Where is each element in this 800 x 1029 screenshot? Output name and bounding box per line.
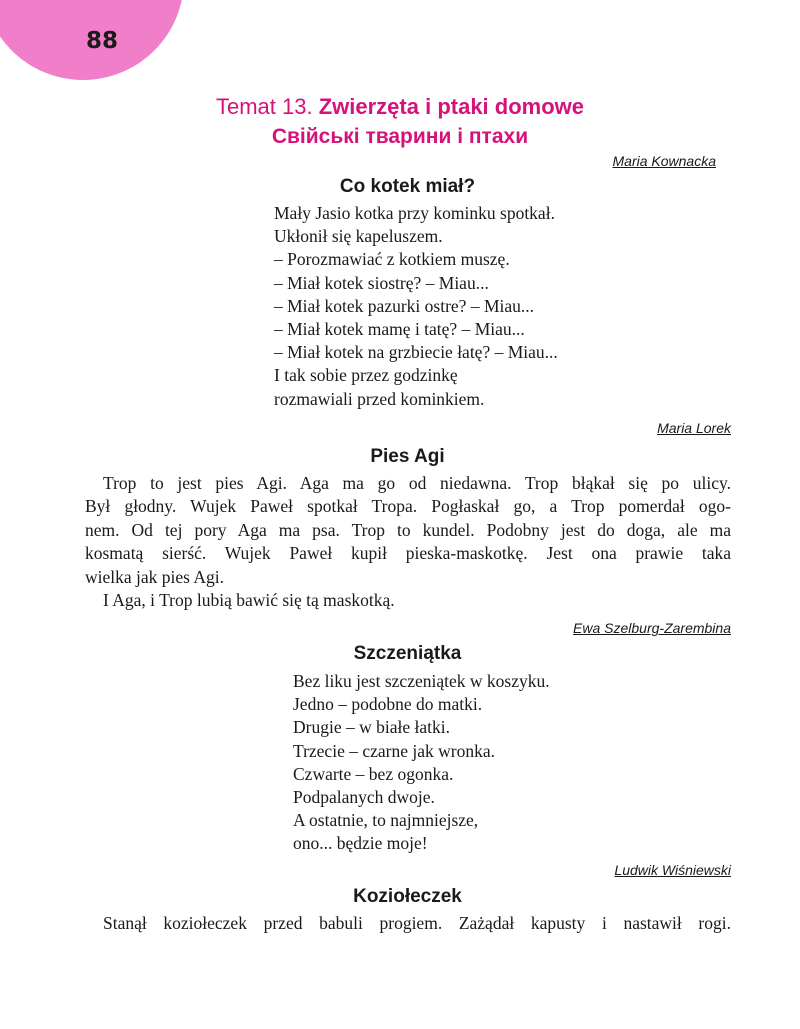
prose-koziołeczek: [85, 912, 731, 935]
poem-line: Podpalanych dwoje.: [293, 786, 435, 807]
author-szelburg-zarembina: Ewa Szelburg-Zarembina: [573, 620, 731, 636]
poem-line: ono... będzie moje!: [293, 833, 428, 854]
topic-title-pl: Zwierzęta i ptaki domowe: [318, 94, 584, 119]
title-koziołeczek: Koziołeczek: [353, 886, 462, 907]
author-kownacka: Maria Kownacka: [612, 153, 716, 169]
prose-line: Trop to jest pies Agi. Aga ma go od niedawna. Trop błąkał się po ulicy.: [103, 473, 731, 493]
topic-prefix: Temat 13.: [216, 94, 319, 119]
poem-line: Bez liku jest szczeniątek w koszyku.: [293, 671, 550, 691]
poem-line: Ukłonił się kapeluszem.: [274, 226, 443, 247]
poem-line: – Porozmawiać z kotkiem muszę.: [274, 249, 510, 270]
poem-szczeniatka: [293, 670, 550, 856]
poem-line: Trzecie – czarne jak wronka.: [293, 740, 495, 761]
author-lorek: Maria Lorek: [657, 420, 731, 436]
author-wisniewski: Ludwik Wiśniewski: [614, 862, 731, 878]
prose-line: Stanął koziołeczek przed babuli progiem. Zażądał kapusty i nastawił rogi.: [103, 913, 731, 933]
poem-line: Czwarte – bez ogonka.: [293, 763, 454, 784]
poem-line: A ostatnie, to najmniejsze,: [293, 810, 479, 831]
poem-line: – Miał kotek na grzbiecie łatę? – Miau...: [274, 342, 558, 363]
topic-title-uk: Свійські тварини і птахи: [271, 125, 529, 148]
poem-line: rozmawiali przed kominkiem.: [274, 388, 485, 409]
prose-pies-agi: [85, 472, 731, 612]
poem-co-kotek-mial: [274, 202, 558, 411]
poem-line: Drugie – w białe łatki.: [293, 717, 450, 738]
title-pies-agi: Pies Agi: [370, 446, 445, 467]
prose-line: nem. Od tej pory Aga ma psa. Trop to kundel. Podobny jest do doga, ale ma: [85, 519, 731, 540]
title-szczeniatka: Szczeniątka: [353, 643, 462, 664]
poem-line: Mały Jasio kotka przy kominku spotkał.: [274, 203, 555, 223]
title-co-kotek-mial: Co kotek miał?: [339, 176, 476, 197]
poem-line: – Miał kotek siostrę? – Miau...: [274, 272, 489, 293]
poem-line: I tak sobie przez godzinkę: [274, 365, 458, 386]
prose-line: I Aga, i Trop lubią bawić się tą maskotką.: [103, 589, 395, 610]
prose-line: wielka jak pies Agi.: [85, 566, 225, 587]
prose-line: Był głodny. Wujek Paweł spotkał Tropa. Pogłaskał go, a Trop pomerdał ogo-: [85, 496, 731, 517]
poem-line: – Miał kotek pazurki ostre? – Miau...: [274, 295, 535, 316]
poem-line: Jedno – podobne do matki.: [293, 694, 483, 715]
prose-line: kosmatą sierść. Wujek Paweł kupił pieska-maskotkę. Jest ona prawie taka: [85, 543, 731, 564]
topic-header: [0, 92, 800, 152]
poem-line: – Miał kotek mamę i tatę? – Miau...: [274, 318, 525, 339]
page-number: 88: [86, 28, 119, 54]
